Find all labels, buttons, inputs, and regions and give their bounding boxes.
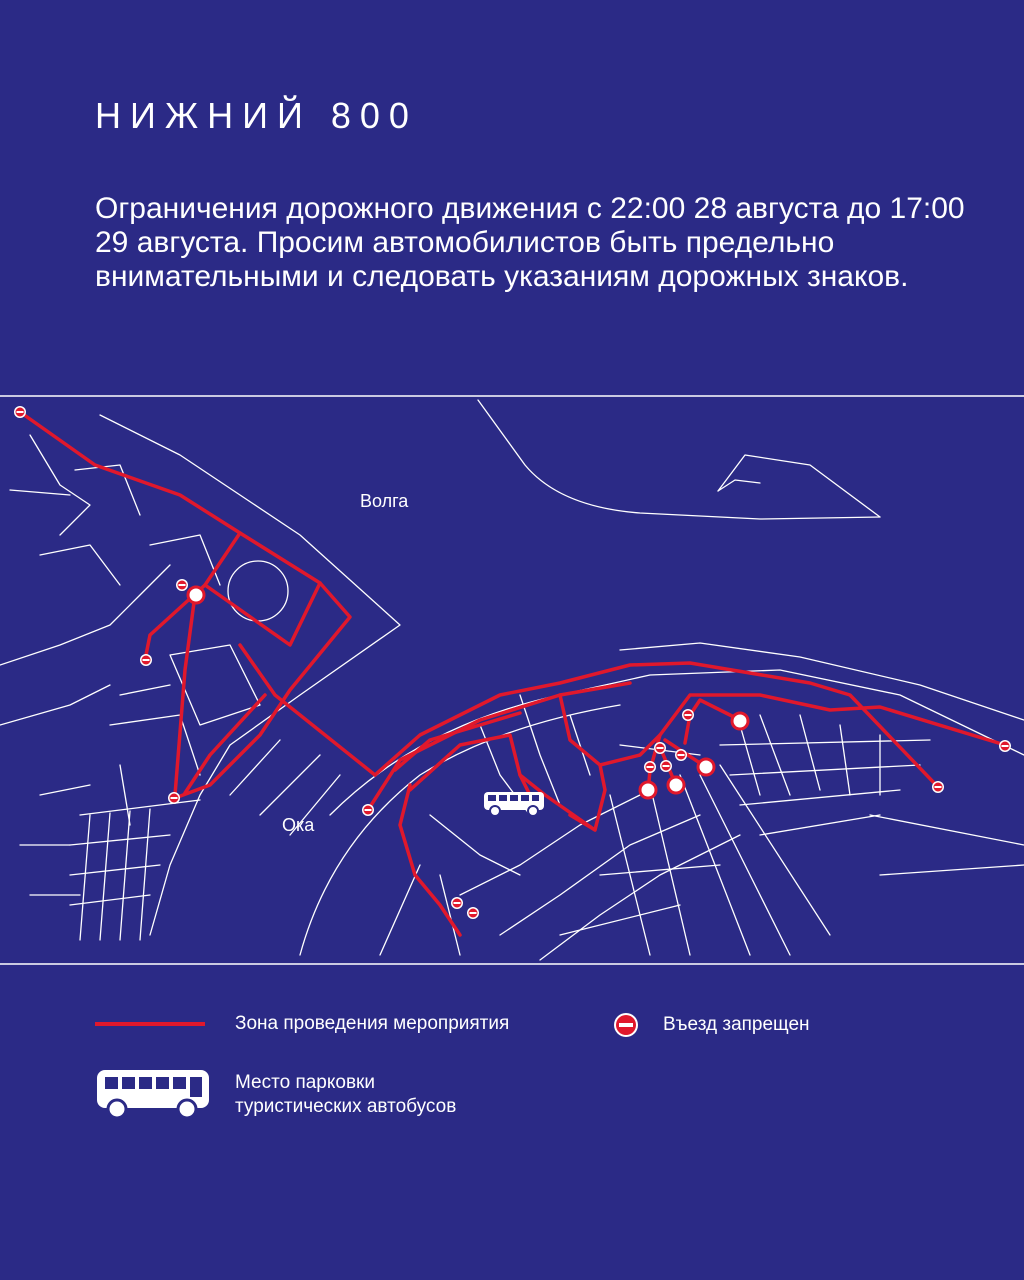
- label-oka: Ока: [282, 815, 315, 835]
- no-entry-signs: [14, 406, 1011, 919]
- closure-point: [698, 759, 714, 775]
- no-entry-icon: [644, 761, 656, 773]
- no-entry-icon: [675, 749, 687, 761]
- intro-text: Ограничения дорожного движения с 22:00 28 августа до 17:00 29 августа. Просим автомобилистов быть предельно внимательными и следовать указаниям дорожных знаков.: [95, 192, 965, 293]
- no-entry-icon: [613, 1012, 639, 1038]
- logo: НИЖНИЙ 800: [95, 95, 418, 136]
- legend-no-entry: [613, 1012, 810, 1038]
- no-entry-icon: [168, 792, 180, 804]
- bus-icon: [95, 1068, 211, 1122]
- closure-point: [640, 782, 656, 798]
- legend-parking-label-2: туристических автобусов: [235, 1096, 457, 1117]
- no-entry-icon: [140, 654, 152, 666]
- route-line-swatch: [95, 1022, 205, 1026]
- event-zone-routes: [20, 412, 1005, 935]
- no-entry-icon: [654, 742, 666, 754]
- legend-zone-label: Зона проведения мероприятия: [235, 1013, 510, 1034]
- closure-point: [732, 713, 748, 729]
- closure-point: [668, 777, 684, 793]
- no-entry-icon: [14, 406, 26, 418]
- no-entry-icon: [451, 897, 463, 909]
- traffic-map: [0, 395, 1024, 970]
- no-entry-icon: [467, 907, 479, 919]
- no-entry-icon: [932, 781, 944, 793]
- closure-point: [188, 587, 204, 603]
- bus-parking-icon: [484, 792, 544, 816]
- no-entry-icon: [682, 709, 694, 721]
- no-entry-icon: [362, 804, 374, 816]
- no-entry-icon: [999, 740, 1011, 752]
- legend-zone: [95, 1012, 509, 1036]
- legend-parking: [95, 1068, 456, 1122]
- legend-no-entry-label: Въезд запрещен: [663, 1014, 810, 1035]
- no-entry-icon: [176, 579, 188, 591]
- legend-parking-label-1: Место парковки: [235, 1072, 375, 1093]
- label-volga: Волга: [360, 491, 409, 511]
- no-entry-icon: [660, 760, 672, 772]
